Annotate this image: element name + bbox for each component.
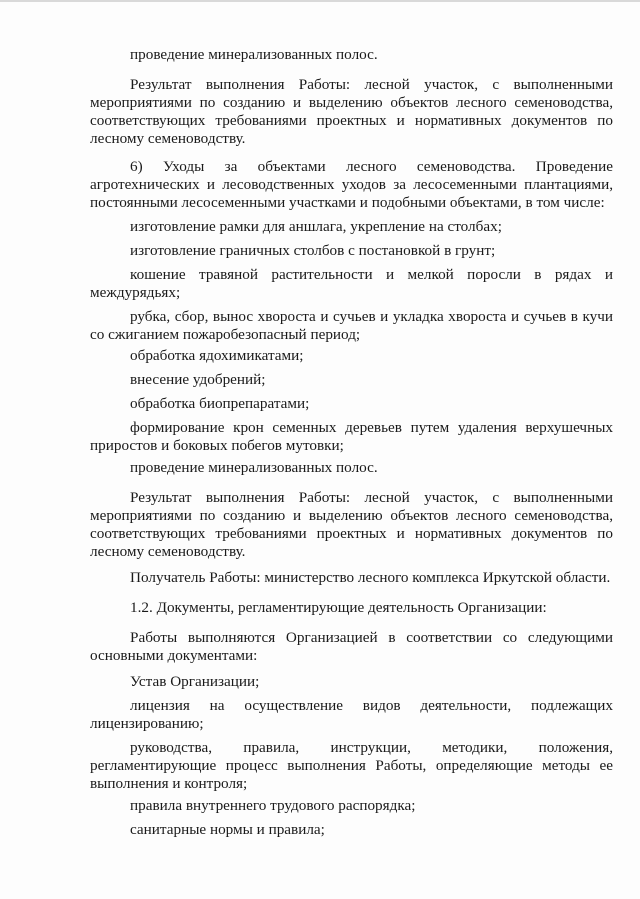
section-heading-documents: 1.2. Документы, регламентирующие деятельность Организации: (130, 599, 547, 616)
paragraph-license: лицензия на осуществление видов деятельности, подлежащих лицензированию; (90, 697, 613, 732)
paragraph-result-1: Результат выполнения Работы: лесной участок, с выполненными мероприятиями по созданию и выделению объектов лесного семеноводства, соответствующих требованиями проектных и нормативных документов по лесному семеноводству. (90, 76, 613, 147)
paragraph-sign-frame: изготовление рамки для аншлага, укрепление на столбах; (130, 218, 502, 235)
scan-edge (0, 0, 640, 2)
paragraph-internal-rules: правила внутреннего трудового распорядка; (130, 797, 416, 814)
paragraph-mineral-strips-2: проведение минерализованных полос. (130, 459, 378, 476)
paragraph-chemicals: обработка ядохимикатами; (130, 347, 304, 364)
paragraph-biopreparations: обработка биопрепаратами; (130, 395, 310, 412)
paragraph-crown-forming: формирование крон семенных деревьев путем удаления верхушечных приростов и боковых побегов мутовки; (90, 419, 613, 454)
paragraph-works-performed: Работы выполняются Организацией в соответствии со следующими основными документами: (90, 629, 613, 664)
paragraph-mowing: кошение травяной растительности и мелкой поросли в рядах и междурядьях; (90, 266, 613, 301)
paragraph-seed-care: 6) Уходы за объектами лесного семеноводства. Проведение агротехнических и лесоводственных уходов за лесосеменными плантациями, постоянными лесосеменными участками и подобными объектами, в том числе: (90, 158, 613, 211)
paragraph-guidelines: руководства, правила, инструкции, методики, положения, регламентирующие процесс выполнения Работы, определяющие методы ее выполнения и контроля; (90, 739, 613, 792)
paragraph-mineral-strips-1: проведение минерализованных полос. (130, 46, 378, 63)
paragraph-charter: Устав Организации; (130, 673, 260, 690)
paragraph-sanitary-norms: санитарные нормы и правила; (130, 821, 325, 838)
paragraph-recipient: Получатель Работы: министерство лесного комплекса Иркутской области. (130, 569, 611, 586)
paragraph-result-2: Результат выполнения Работы: лесной участок, с выполненными мероприятиями по созданию и выделению объектов лесного семеноводства, соответствующих требованиями проектных и нормативных документов по лесному семеноводству. (90, 489, 613, 560)
paragraph-brushwood: рубка, сбор, вынос хвороста и сучьев и укладка хвороста и сучьев в кучи со сжиганием пожаробезопасный период; (90, 308, 613, 343)
paragraph-fertilizer: внесение удобрений; (130, 371, 266, 388)
paragraph-boundary-posts: изготовление граничных столбов с постановкой в грунт; (130, 242, 496, 259)
